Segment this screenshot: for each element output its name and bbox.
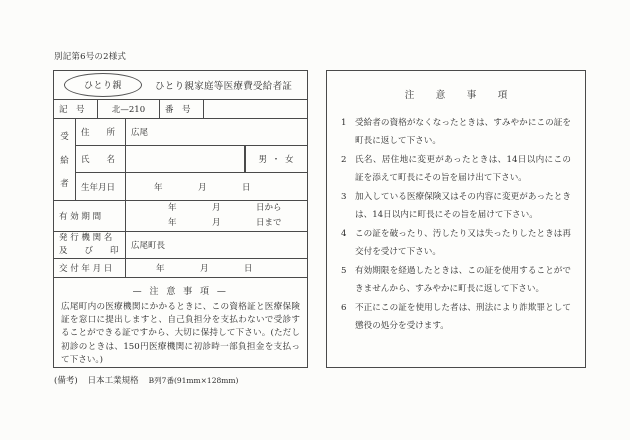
address-row (76, 119, 307, 146)
recipient-label-char-3: 者 (60, 179, 69, 190)
birth-month-marker: 月 (198, 182, 207, 193)
footnote-standard: 日本工業規格 (87, 376, 139, 386)
valid-from-ymd (126, 201, 300, 216)
number-label-cell (160, 100, 204, 118)
valid-period-value-cell (126, 201, 307, 231)
note-item (341, 263, 571, 298)
notes-panel (326, 70, 586, 368)
recipient-block (54, 119, 307, 201)
note-number: 6 (341, 303, 347, 313)
certificate-card (53, 70, 308, 368)
footnote-size: B列7番(91mm×128mm) (148, 376, 239, 385)
valid-to-year-marker: 年 (168, 218, 177, 229)
valid-from-day-marker: 日から (256, 203, 282, 214)
symbol-label: 記 号 (59, 104, 85, 115)
birthdate-label-cell: 生年月日 (76, 173, 126, 200)
issued-date-label-cell (54, 259, 126, 277)
note-text: 有効期限を経過したときは、この証を使用することができませんから、すみやかに町長に返して下さい。 (355, 266, 571, 294)
name-row (76, 146, 307, 173)
address-label: 住 所 (81, 128, 116, 139)
sex-cell: 男 ・ 女 (245, 146, 307, 172)
note-number: 1 (341, 118, 347, 128)
address-value-cell: 広尾 (131, 128, 149, 139)
issuer-value-cell: 広尾町長 (131, 241, 166, 252)
footnote (54, 374, 238, 386)
note-number: 4 (341, 229, 347, 239)
recipient-label-char-2: 給 (60, 155, 69, 166)
symbol-value-cell: 北—210 (98, 100, 160, 118)
symbol-number-row (54, 100, 307, 119)
birthdate-ymd (126, 181, 286, 193)
issuer-label-cell (54, 232, 126, 258)
note-number: 5 (341, 266, 347, 276)
issued-month-marker: 月 (200, 264, 209, 275)
card-notes-body (54, 301, 307, 367)
card-notes-block (54, 278, 307, 367)
card-notes-heading: — 注 意 事 項 — (132, 286, 229, 297)
hitorioya-badge: ひとり親 (64, 73, 142, 97)
valid-period-label: 有 効 期 間 (59, 212, 102, 223)
birth-year-marker: 年 (154, 182, 163, 193)
note-text: 加入している医療保険又はその内容に変更があったときは、14日以内に町長にその旨を届けて下さい。 (355, 192, 571, 220)
note-text: 受給者の資格がなくなったときは、すみやかにこの証を町長に返して下さい。 (355, 118, 571, 146)
birth-day-marker: 日 (242, 182, 251, 193)
symbol-label-cell (54, 100, 98, 118)
certificate-title: ひとり親家庭等医療費受給者証 (155, 80, 293, 92)
name-value-cell (126, 146, 245, 172)
note-item (341, 115, 571, 150)
note-number: 2 (341, 155, 347, 165)
issuer-label-line1: 発 行 機 関 名 (59, 233, 113, 244)
valid-period-label-cell (54, 201, 126, 231)
note-text: 不正にこの証を使用した者は、刑法により詐欺罪として懲役の処分を受けます。 (355, 303, 571, 331)
number-value-cell (204, 100, 307, 118)
note-number: 3 (341, 192, 347, 202)
note-item (341, 300, 571, 335)
note-item (341, 226, 571, 261)
note-text: 氏名、居住地に変更があったときは、14日以内にこの証を添えて町長にその旨を届け出て下さい。 (355, 155, 571, 183)
valid-to-day-marker: 日まで (256, 218, 282, 229)
recipient-label-char-1: 受 (60, 131, 69, 142)
valid-from-year-marker: 年 (168, 203, 177, 214)
issued-date-value-cell (126, 259, 307, 277)
notes-panel-title: 注 意 事 項 (404, 90, 514, 101)
note-text: この証を破ったり、汚したり又は失ったりしたときは再交付を受けて下さい。 (355, 229, 571, 257)
name-label: 氏 名 (81, 155, 116, 166)
issued-date-label: 交 付 年 月 日 (59, 264, 113, 275)
certificate-header-row (54, 71, 307, 100)
issuer-label-line2: 及 び 印 (59, 246, 119, 257)
issued-year-marker: 年 (156, 264, 165, 275)
issued-date-ymd (126, 262, 288, 274)
valid-period-row (54, 201, 307, 232)
birthdate-value-cell (126, 173, 307, 200)
note-item (341, 152, 571, 187)
number-label: 番 号 (165, 104, 191, 115)
recipient-vertical-label (54, 119, 76, 200)
card-notes-paragraph: 広尾町内の医療機関にかかるときに、この資格証と医療保険証を窓口に提出しますと、自己負担分を支払わないで受診することができる証ですから、大切に保持して下さい。(ただし初診のときは、150円医療機関に初診時一部負担金を支払って下さい。) (61, 301, 300, 365)
address-label-cell (76, 119, 126, 145)
valid-from-month-marker: 月 (212, 203, 221, 214)
valid-to-ymd (126, 216, 300, 231)
issuer-row (54, 232, 307, 259)
footnote-label: (備考) (54, 376, 78, 386)
issued-day-marker: 日 (244, 264, 253, 275)
valid-to-month-marker: 月 (212, 218, 221, 229)
name-label-cell (76, 146, 126, 172)
form-code-label: 別記第6号の2様式 (54, 52, 127, 62)
note-item (341, 189, 571, 224)
issued-date-row (54, 259, 307, 278)
birthdate-row (76, 173, 307, 200)
